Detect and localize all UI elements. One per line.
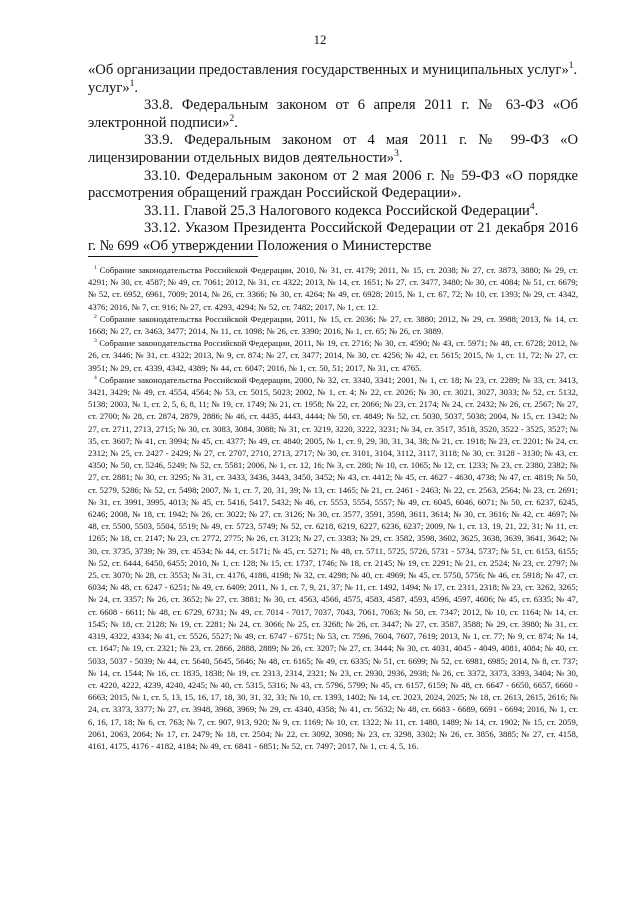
item-33-9	[88, 132, 578, 167]
item-33-9-end: .	[398, 149, 403, 166]
footnote-ref-1[interactable]: 1	[568, 61, 574, 72]
item-33-8-text: 33.8. Федеральным законом от 6 апреля 2011 г. № 63-ФЗ «Об электронной подписи»	[88, 97, 578, 131]
footnote-text: Собрание законодательства Российской Федерации, 2011, № 19, ст. 2716; № 30, ст. 4590; № 43, ст. 5971; № 48, ст. 6728; 2012, № 26, ст. 3446; № 31, ст. 4322; 2013, № 9, ст. 874; № 27, ст. 3477; 2014, № 30, ст. 4256; № 42, ст. 5615; 2015, № 1, ст. 11, 72; № 27, ст. 3951; № 29, ст. 4339, 4342, 4389; № 44, ст. 6047; 2016, № 1, ст. 50, 51; 2017, № 31, ст. 4765.	[88, 338, 579, 373]
footnote-text: Собрание законодательства Российской Федерации, 2011, № 15, ст. 2036; № 27, ст. 3880; 2012, № 29, ст. 3988; 2013, № 14, ст. 1668; № 27, ст. 3463, 3477; 2014, № 11, ст. 1098; № 26, ст. 3390; 2016, № 1, ст. 65; № 26, ст. 3889.	[88, 313, 579, 337]
footnote-text: Собрание законодательства Российской Федерации, 2010, № 31, ст. 4179; 2011, № 15, ст. 2038; № 27, ст. 3873, 3880; № 29, ст. 4291; № 30, ст. 4587; № 49, ст. 7061; 2012, № 31, ст. 4322; 2013, № 14, ст. 1651; № 27, ст. 3477, 3480; № 30, ст. 4084; № 51, ст. 6679; № 52, ст. 6952, 6961, 7009; 2014, № 26, ст. 3366; № 30, ст. 4264; № 49, ст. 6928; 2015, № 1, ст. 67, 72; № 10, ст. 1393; № 29, ст. 4342, 4376; 2016, № 7, ст. 916; № 27, ст. 4293, 4294; № 52, ст. 7482; 2017, № 1, ст. 12.	[88, 265, 579, 312]
footnote-4	[88, 374, 578, 752]
item-33-11	[88, 203, 578, 221]
footnote-separator	[88, 256, 258, 257]
footnote-2	[88, 313, 578, 337]
item-33-9-text: 33.9. Федеральным законом от 4 мая 2011 г. № 99-ФЗ «О лицензировании отдельных видов деятельности»	[88, 132, 578, 166]
footnote-ref-1b[interactable]: 1	[129, 78, 135, 89]
footnote-number: 4	[94, 374, 97, 381]
footnote-text: Собрание законодательства Российской Федерации, 2000, № 32, ст. 3340, 3341; 2001, № 1, ст. 18; № 23, ст. 2289; № 33, ст. 3413, 3421, 3429; № 49, ст. 4554, 4564; № 53, ст. 5015, 5023; 2002, № 1, ст. 4; № 22, ст. 2026; № 30, ст. 3021, 3027, 3033; № 52, ст. 5132, 5138; 2003, № 1, ст. 2, 5, 6, 8, 11; № 19, ст. 1749; № 21, ст. 1958; № 22, ст. 2066; № 23, ст. 2174; № 24, ст. 2432; № 26, ст. 2567; № 27, ст. 2700; № 28, ст. 2874, 2879, 2886; № 46, ст. 4435, 4443, 4444; № 50, ст. 4849; № 52, ст. 5030, 5037, 5038; 2004, № 15, ст. 1342; № 27, ст. 2711, 2713, 2715; № 30, ст. 3083, 3084, 3088; № 31, ст. 3219, 3220, 3222, 3231; № 34, ст. 3517, 3518, 3520, 3522 - 3525, 3527; № 35, ст. 3607; № 41, ст. 3994; № 45, ст. 4377; № 49, ст. 4840; 2005, № 1, ст. 9, 29, 30, 31, 34, 38; № 21, ст. 1918; № 23, ст. 2201; № 24, ст. 2312; № 25, ст. 2427 - 2429; № 27, ст. 2707, 2710, 2713, 2717; № 30, ст. 3101, 3104, 3112, 3117, 3118; № 30, ст. 3128 - 3130; № 43, ст. 4350; № 50, ст. 5246, 5249; № 52, ст. 5581; 2006, № 1, ст. 12, 16; № 3, ст. 280; № 10, ст. 1065; № 12, ст. 1233; № 23, ст. 2380, 2382; № 27, ст. 2881; № 30, ст. 3295; № 31, ст. 3433, 3436, 3443, 3450, 3452; № 43, ст. 4412; № 45, ст. 4627 - 4630, 4738; № 47, ст. 4819; № 50, ст. 5279, 5286; № 52, ст. 5498; 2007, № 1, ст. 7, 20, 31, 39; № 13, ст. 1465; № 21, ст. 2461 - 2463; № 22, ст. 2563, 2564; № 23, ст. 2691; № 31, ст. 3991, 3995, 4013; № 45, ст. 5416, 5417, 5432; № 46, ст. 5553, 5554, 5557; № 49, ст. 6045, 6046, 6071; № 50, ст. 6237, 6245, 6246; 2008, № 18, ст. 1942; № 26, ст. 3022; № 27, ст. 3126; № 30, ст. 3577, 3591, 3598, 3611, 3614; № 30, ст. 3616; № 42, ст. 4697; № 48, ст. 5500, 5503, 5504, 5519; № 49, ст. 5723, 5749; № 52, ст. 6218, 6219, 6227, 6236, 6237; 2009, № 1, ст. 13, 19, 21, 22, 31; № 11, ст. 1265; № 18, ст. 2147; № 23, ст. 2772, 2775; № 26, ст. 3123; № 27, ст. 3383; № 29, ст. 3582, 3598, 3602, 3625, 3638, 3639, 3641, 3642; № 30, ст. 3735, 3739; № 39, ст. 4534; № 44, ст. 5171; № 45, ст. 5271; № 48, ст. 5711, 5725, 5726, 5731 - 5734, 5737; № 51, ст. 6153, 6155; № 52, ст. 6444, 6450, 6455; 2010, № 1, ст. 128; № 15, ст. 1737, 1746; № 18, ст. 2145; № 19, ст. 2291; № 21, ст. 2524; № 23, ст. 2797; № 25, ст. 3070; № 28, ст. 3553; № 31, ст. 4176, 4186, 4198; № 32, ст. 4298; № 40, ст. 4969; № 45, ст. 5750, 5756; № 46, ст. 5918; № 47, ст. 6034; № 48, ст. 6247 - 6251; № 49, ст. 6409; 2011, № 1, ст. 7, 9, 21, 37; № 11, ст. 1492, 1494; № 17, ст. 2311, 2318; № 23, ст. 3262, 3265; № 24, ст. 3357; № 26, ст. 3652; № 27, ст. 3881; № 30, ст. 4563, 4566, 4575, 4583, 4587, 4593, 4596, 4597, 4606; № 45, ст. 6335; № 47, ст. 6608 - 6611; № 48, ст. 6729, 6731; № 49, ст. 7014 - 7017, 7037, 7043, 7061, 7063; № 50, ст. 7347; 2012, № 10, ст. 1164; № 14, ст. 1545; № 18, ст. 2128; № 19, ст. 2281; № 24, ст. 3066; № 25, ст. 3268; № 26, ст. 3447; № 27, ст. 3587, 3588; № 29, ст. 3980; № 31, ст. 4319, 4322, 4334; № 41, ст. 5526, 5527; № 49, ст. 6747 - 6751; № 53, ст. 7596, 7604, 7607, 7619; 2013, № 1, ст. 77; № 9, ст. 874; № 14, ст. 1647; № 19, ст. 2321; № 23, ст. 2866, 2888, 2889; № 26, ст. 3207; № 27, ст. 3444; № 30, ст. 4031, 4045 - 4049, 4081, 4084; № 40, ст. 5033, 5037 - 5039; № 44, ст. 5640, 5645, 5646; № 48, ст. 6165; № 49, ст. 6335; № 51, ст. 6699; № 52, ст. 6981, 6985; 2014, № 8, ст. 737; № 14, ст. 1544; № 16, ст. 1835, 1838; № 19, ст. 2313, 2314, 2321; № 23, ст. 2930, 2936, 2938; № 26, ст. 3372, 3373, 3393, 3404; № 30, ст. 4220, 4222, 4239, 4240, 4245; № 40, ст. 5315, 5316; № 43, ст. 5796, 5799; № 45, ст. 6157, 6159; № 48, ст. 6647 - 6650, 6657, 6660 - 6663; 2015, № 1, ст. 5, 13, 15, 16, 17, 18, 30, 31, 32, 33; № 10, ст. 1393, 1402; № 14, ст. 2023, 2024, 2025; № 18, ст. 2613, 2615, 2616; № 24, ст. 3373, 3377; № 27, ст. 3948, 3968, 3969; № 29, ст. 4340, 4358; № 41, ст. 5632; № 48, ст. 6683 - 6689, 6691 - 6694; 2016, № 1, ст. 6, 16, 17, 18; № 6, ст. 763; № 7, ст. 907, 913, 920; № 9, ст. 1169; № 10, ст. 1322; № 11, ст. 1480, 1489; № 14, ст. 1902; № 15, ст. 2059, 2061, 2063, 2064; № 17, ст. 2479; № 18, ст. 2504; № 22, ст. 3092, 3098; № 23, ст. 3298, 3302; № 26, ст. 3856, 3885; № 27, ст. 4158, 4161, 4175, 4176 - 4182, 4184; № 49, ст. 6841 - 6851; № 52, ст. 7497; 2017, № 1, ст. 4, 5, 16.	[88, 374, 579, 751]
item-33-11-end: .	[534, 202, 539, 219]
footnote-ref-4[interactable]: 4	[529, 201, 535, 212]
item-33-12: 33.12. Указом Президента Российской Федерации от 21 декабря 2016 г. № 699 «Об утверждении Положения о Министерстве	[88, 220, 578, 254]
footnote-ref-3[interactable]: 3	[394, 149, 399, 160]
paragraph-usluga: «Об организации предоставления государственных и муниципальных услуг»$^1$. услуг»$^1$.	[88, 61, 578, 96]
footnotes	[88, 264, 578, 752]
footnote-number: 2	[94, 313, 97, 320]
page-number: 12	[313, 32, 327, 47]
item-33-10: 33.10. Федеральным законом от 2 мая 2006 г. № 59-ФЗ «О порядке рассмотрения обращений граждан Российской Федерации».	[88, 167, 578, 202]
footnote-ref-2[interactable]: 2	[229, 113, 235, 124]
footnote-3	[88, 337, 578, 374]
item-33-8	[88, 97, 578, 132]
text-line-2: услуг»	[88, 79, 130, 96]
item-33-8-end: .	[234, 114, 238, 131]
footnote-1	[88, 264, 578, 313]
text-line-1: «Об организации предоставления государственных и муниципальных услуг»	[88, 62, 569, 78]
footnote-number: 1	[94, 265, 97, 272]
main-text	[88, 62, 578, 256]
footnote-number: 3	[94, 338, 97, 345]
item-33-11-text: 33.11. Главой 25.3 Налогового кодекса Российской Федерации	[144, 202, 530, 219]
